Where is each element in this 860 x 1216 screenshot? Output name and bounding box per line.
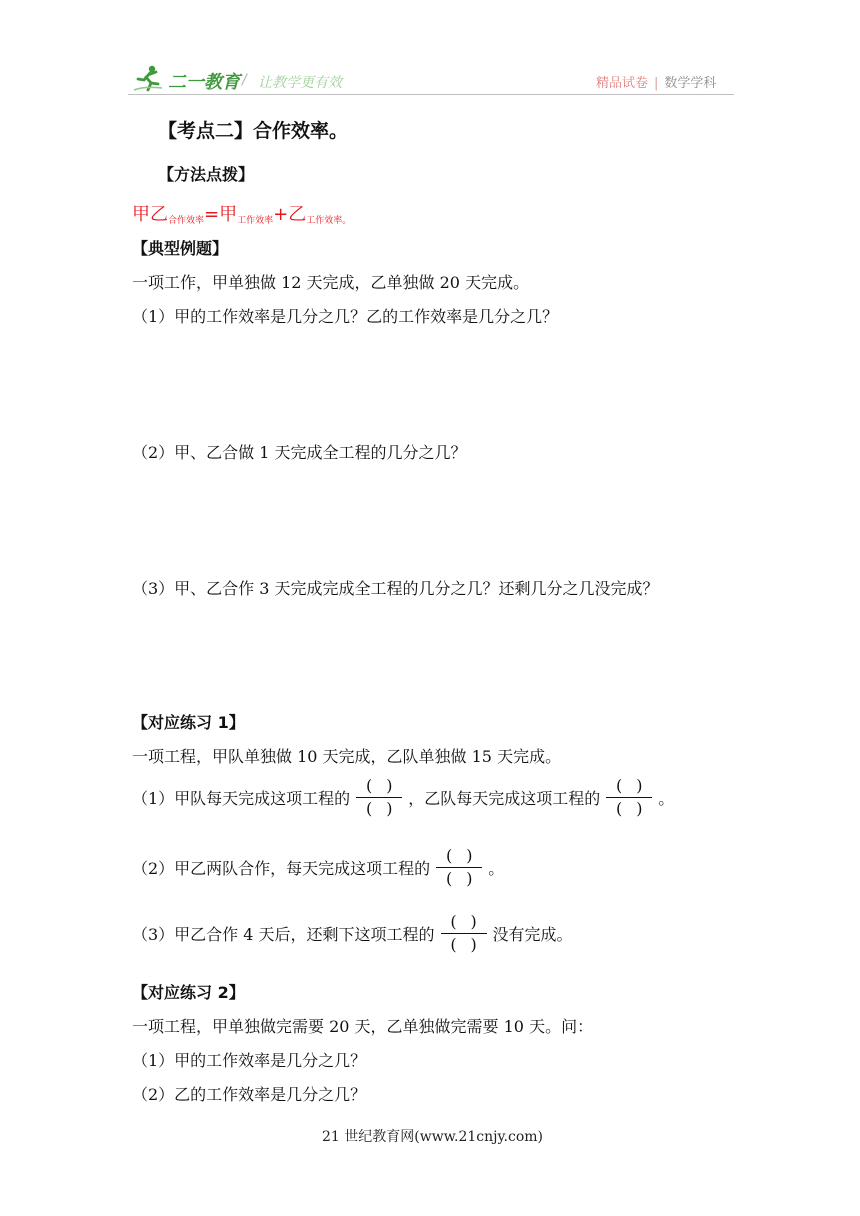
practice1-q1-text2: ，乙队每天完成这项工程的 (408, 789, 601, 808)
numerator-blank: () (615, 776, 657, 795)
practice1-q1 (132, 776, 674, 819)
example-q2: （2）甲、乙合做 1 天完成全工程的几分之几？ (132, 443, 467, 462)
denominator-blank: () (615, 799, 657, 818)
fraction-bar (436, 867, 482, 868)
formula-sub-hezuo: 合作效率 (168, 216, 205, 226)
denominator-blank: () (445, 869, 487, 888)
formula-eq: = (204, 204, 220, 225)
practice1-statement: 一项工程，甲队单独做 10 天完成，乙队单独做 15 天完成。 (132, 747, 562, 766)
practice2-statement: 一项工程，甲单独做完需要 20 天，乙单独做完需要 10 天。问： (132, 1017, 594, 1036)
quality-label: 精品试卷 (596, 76, 649, 91)
formula-sub-gongzuo1: 工作效率 (237, 216, 274, 226)
formula-plus: + (273, 204, 289, 225)
formula-sub-gongzuo2: 工作效率。 (306, 216, 352, 226)
practice1-q1-end: 。 (658, 789, 675, 808)
practice2-q1: （1）甲的工作效率是几分之几？ (132, 1051, 367, 1070)
numerator-blank: () (450, 912, 491, 931)
practice1-q2 (132, 846, 504, 889)
formula (132, 200, 351, 226)
practice1-q2-end: 。 (488, 859, 505, 878)
practice2-q2: （2）乙的工作效率是几分之几？ (132, 1085, 367, 1104)
header-separator: | (654, 76, 659, 91)
fraction-bar (441, 933, 487, 934)
example-statement: 一项工作，甲单独做 12 天完成，乙单独做 20 天完成。 (132, 273, 530, 292)
practice1-q3 (132, 912, 573, 955)
header-right (596, 72, 716, 91)
runner-logo-icon (132, 64, 164, 92)
page-footer: 21 世纪教育网(www.21cnjy.com) (322, 1129, 543, 1145)
fraction-blank[interactable] (356, 776, 407, 819)
section-title: 【考点二】合作效率。 (158, 120, 349, 142)
denominator-blank: () (450, 935, 491, 954)
subject-label: 数学学科 (664, 76, 717, 91)
practice1-label: 【对应练习 1】 (132, 713, 245, 732)
logo-slogan: 让教学更有效 (258, 75, 342, 91)
formula-yi: 乙 (288, 204, 307, 225)
fraction-bar (356, 797, 402, 798)
fraction-blank[interactable] (606, 776, 657, 819)
fraction-blank[interactable] (436, 846, 487, 889)
numerator-blank: () (445, 846, 487, 865)
denominator-blank: () (365, 799, 407, 818)
logo-slash: / (242, 72, 247, 88)
practice1-q3-end: 没有完成。 (492, 925, 573, 944)
example-q3: （3）甲、乙合作 3 天完成完成全工程的几分之几？还剩几分之几没完成？ (132, 579, 659, 598)
practice1-q2-text: （2）甲乙两队合作，每天完成这项工程的 (132, 859, 431, 878)
example-label: 【典型例题】 (132, 239, 229, 258)
practice1-q1-text1: （1）甲队每天完成这项工程的 (132, 789, 351, 808)
fraction-bar (606, 797, 652, 798)
fraction-blank[interactable] (441, 912, 491, 955)
formula-jia-yi: 甲乙 (132, 204, 168, 225)
numerator-blank: () (365, 776, 407, 795)
formula-jia: 甲 (219, 204, 238, 225)
logo-brand: 二一教育 (168, 72, 240, 93)
example-q1: （1）甲的工作效率是几分之几？乙的工作效率是几分之几？ (132, 307, 559, 326)
method-label: 【方法点拨】 (158, 165, 255, 184)
practice2-label: 【对应练习 2】 (132, 983, 245, 1002)
header-rule (128, 94, 734, 95)
practice1-q3-text: （3）甲乙合作 4 天后，还剩下这项工程的 (132, 925, 435, 944)
